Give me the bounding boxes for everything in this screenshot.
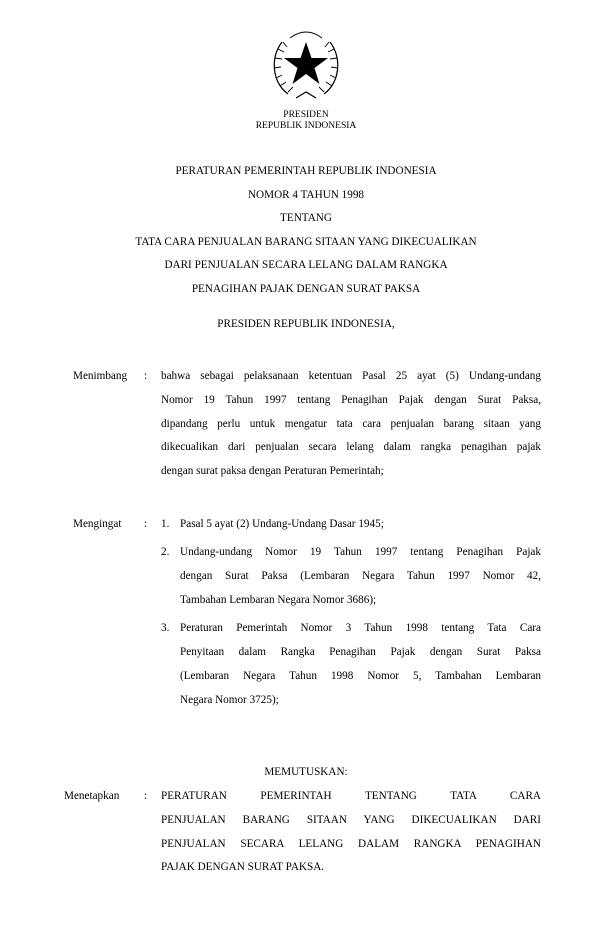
text-line: dipandang perlu untuk mengatur tata cara penjualan barang sitaan yang [161,417,541,430]
list-item-number: 2. [161,546,170,558]
title-line-5: DARI PENJUALAN SECARA LELANG DALAM RANGKA [164,259,448,272]
text-line: (Lembaran Negara Tahun 1998 Nomor 5, Tambahan Lembaran [180,670,541,682]
text-line: Penyitaan dalam Rangka Penagihan Pajak dengan Surat Paksa [180,646,541,658]
menetapkan-label: Menetapkan [64,790,120,802]
text-line: Peraturan Pemerintah Nomor 3 Tahun 1998 tentang Tata Cara [180,622,541,634]
menimbang-colon: : [144,370,148,382]
text-line: Tambahan Lembaran Negara Nomor 3686); [180,594,377,606]
regulation-title [0,160,612,302]
issuer-line-2: REPUBLIK INDONESIA [255,121,357,131]
text-line: Undang-undang Nomor 19 Tahun 1997 tentang Penagihan Pajak [180,546,541,558]
text-line: bahwa sebagai pelaksanaan ketentuan Pasal 25 ayat (5) Undang-undang [161,370,541,382]
list-item-number: 1. [161,518,170,530]
text-line: Negara Nomor 3725); [180,694,279,706]
title-line-6: PENAGIHAN PAJAK DENGAN SURAT PAKSA [191,282,421,295]
text-line: dengan Surat Paksa (Lembaran Negara Tahun 1997 Nomor 42, [180,570,541,582]
text-line: PENJUALAN BARANG SITAAN YANG DIKECUALIKAN DARI [161,813,541,826]
text-line: Pasal 5 ayat (2) Undang-Undang Dasar 1945; [180,518,384,530]
title-line-3: TENTANG [280,212,332,225]
issuer-heading [0,110,612,132]
issuer-line-1: PRESIDEN [283,110,329,120]
garuda-presidential-seal-icon [268,28,344,104]
mengingat-label: Mengingat [73,518,122,530]
title-line-4: TATA CARA PENJUALAN BARANG SITAAN YANG DIKECUALIKAN [135,235,477,248]
title-line-2: NOMOR 4 TAHUN 1998 [247,188,365,201]
menimbang-label: Menimbang [73,370,128,382]
list-item-number: 3. [161,622,170,634]
text-line: PENJUALAN SECARA LELANG DALAM RANGKA PENAGIHAN [161,837,541,850]
title-line-1: PERATURAN PEMERINTAH REPUBLIK INDONESIA [175,165,437,177]
text-line: PERATURAN PEMERINTAH TENTANG TATA CARA [161,790,541,802]
preamble: PRESIDEN REPUBLIK INDONESIA, [217,318,395,330]
text-line: dengan surat paksa dengan Peraturan Pemerintah; [161,465,384,478]
text-line: PAJAK DENGAN SURAT PAKSA. [161,861,325,874]
memutuskan-heading: MEMUTUSKAN: [264,766,348,778]
menetapkan-colon: : [144,790,148,802]
text-line: dikecualikan dari penjualan secara lelang dalam rangka penagihan pajak [161,441,541,454]
mengingat-colon: : [144,518,148,530]
text-line: Nomor 19 Tahun 1997 tentang Penagihan Pajak dengan Surat Paksa, [161,393,541,406]
